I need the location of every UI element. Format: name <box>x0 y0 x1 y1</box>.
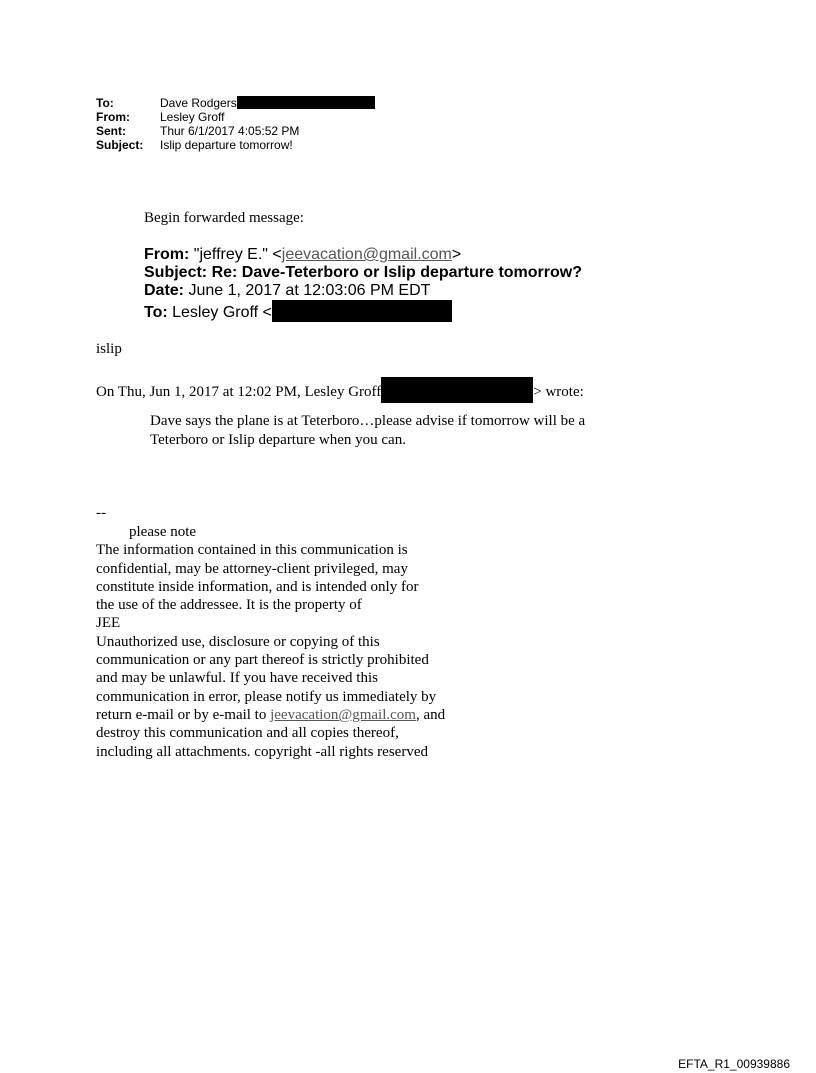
signature-line: destroy this communication and all copies thereof, <box>96 725 399 742</box>
email-header <box>96 96 375 152</box>
reply-text: islip <box>96 341 122 357</box>
signature-line: communication in error, please notify us immediately by <box>96 688 437 705</box>
signature-line: confidential, may be attorney-client privileged, may <box>96 560 408 577</box>
header-subject-row <box>96 138 375 152</box>
quoted-message: Dave says the plane is at Teterboro…please advise if tomorrow will be a Teterboro or Islip departure when you can. <box>150 413 586 448</box>
forward-subject-value: Re: Dave-Teterboro or Islip departure tomorrow? <box>207 264 582 281</box>
bates-number: EFTA_R1_00939886 <box>678 1057 790 1071</box>
header-to-row <box>96 96 375 110</box>
forward-date-row <box>144 282 582 300</box>
signature-line: The information contained in this communication is <box>96 542 408 559</box>
signature-return-line <box>96 706 476 724</box>
forwarded-header <box>144 246 582 322</box>
header-subject-value: Islip departure tomorrow! <box>160 138 293 152</box>
signature-line: the use of the addressee. It is the property of <box>96 597 362 614</box>
redaction-box <box>272 300 452 322</box>
redaction-box <box>237 96 375 109</box>
header-from-row <box>96 110 375 124</box>
forward-to-label: To: <box>144 304 168 321</box>
forward-subject-label: Subject: <box>144 264 208 281</box>
quote-intro <box>96 377 584 403</box>
signature-line: Unauthorized use, disclosure or copying of this <box>96 633 380 650</box>
forward-date-label: Date: <box>144 282 185 299</box>
signature-line: JEE <box>96 615 121 632</box>
header-to-label: To: <box>96 96 114 110</box>
signature-email-link[interactable]: jeevacation@gmail.com <box>270 706 416 723</box>
header-to-value: Dave Rodgers <box>160 96 237 110</box>
signature-line: constitute inside information, and is intended only for <box>96 578 419 595</box>
quote-intro-suffix: > wrote: <box>533 384 584 400</box>
signature-block <box>96 523 476 761</box>
header-sent-row <box>96 124 375 138</box>
forward-from-label: From: <box>144 246 190 263</box>
signature-separator: -- <box>96 505 106 521</box>
header-from-value: Lesley Groff <box>160 110 225 124</box>
forward-from-close: > <box>451 246 462 263</box>
forward-intro: Begin forwarded message: <box>144 210 304 226</box>
header-subject-label: Subject: <box>96 138 144 152</box>
signature-return-suffix: , and <box>415 706 446 723</box>
quote-intro-prefix: On Thu, Jun 1, 2017 at 12:02 PM, Lesley Groff <box>96 384 382 400</box>
forward-from-row <box>144 246 582 264</box>
header-from-label: From: <box>96 110 130 124</box>
forward-subject-row <box>144 264 582 282</box>
forward-to-value: Lesley Groff < <box>167 304 272 321</box>
forward-from-email-link[interactable]: jeevacation@gmail.com <box>281 246 452 263</box>
header-sent-label: Sent: <box>96 124 126 138</box>
header-sent-value: Thur 6/1/2017 4:05:52 PM <box>160 124 300 138</box>
forward-to-row <box>144 300 582 322</box>
signature-return-prefix: return e-mail or by e-mail to <box>96 706 271 723</box>
forward-date-value: June 1, 2017 at 12:03:06 PM EDT <box>184 282 431 299</box>
signature-line: communication or any part thereof is strictly prohibited <box>96 652 429 669</box>
signature-line: and may be unlawful. If you have received this <box>96 670 378 687</box>
forward-from-name: "jeffrey E." < <box>189 246 282 263</box>
signature-line: please note <box>129 524 197 540</box>
signature-line: including all attachments. copyright -all rights reserved <box>96 743 428 760</box>
redaction-box <box>381 377 533 403</box>
